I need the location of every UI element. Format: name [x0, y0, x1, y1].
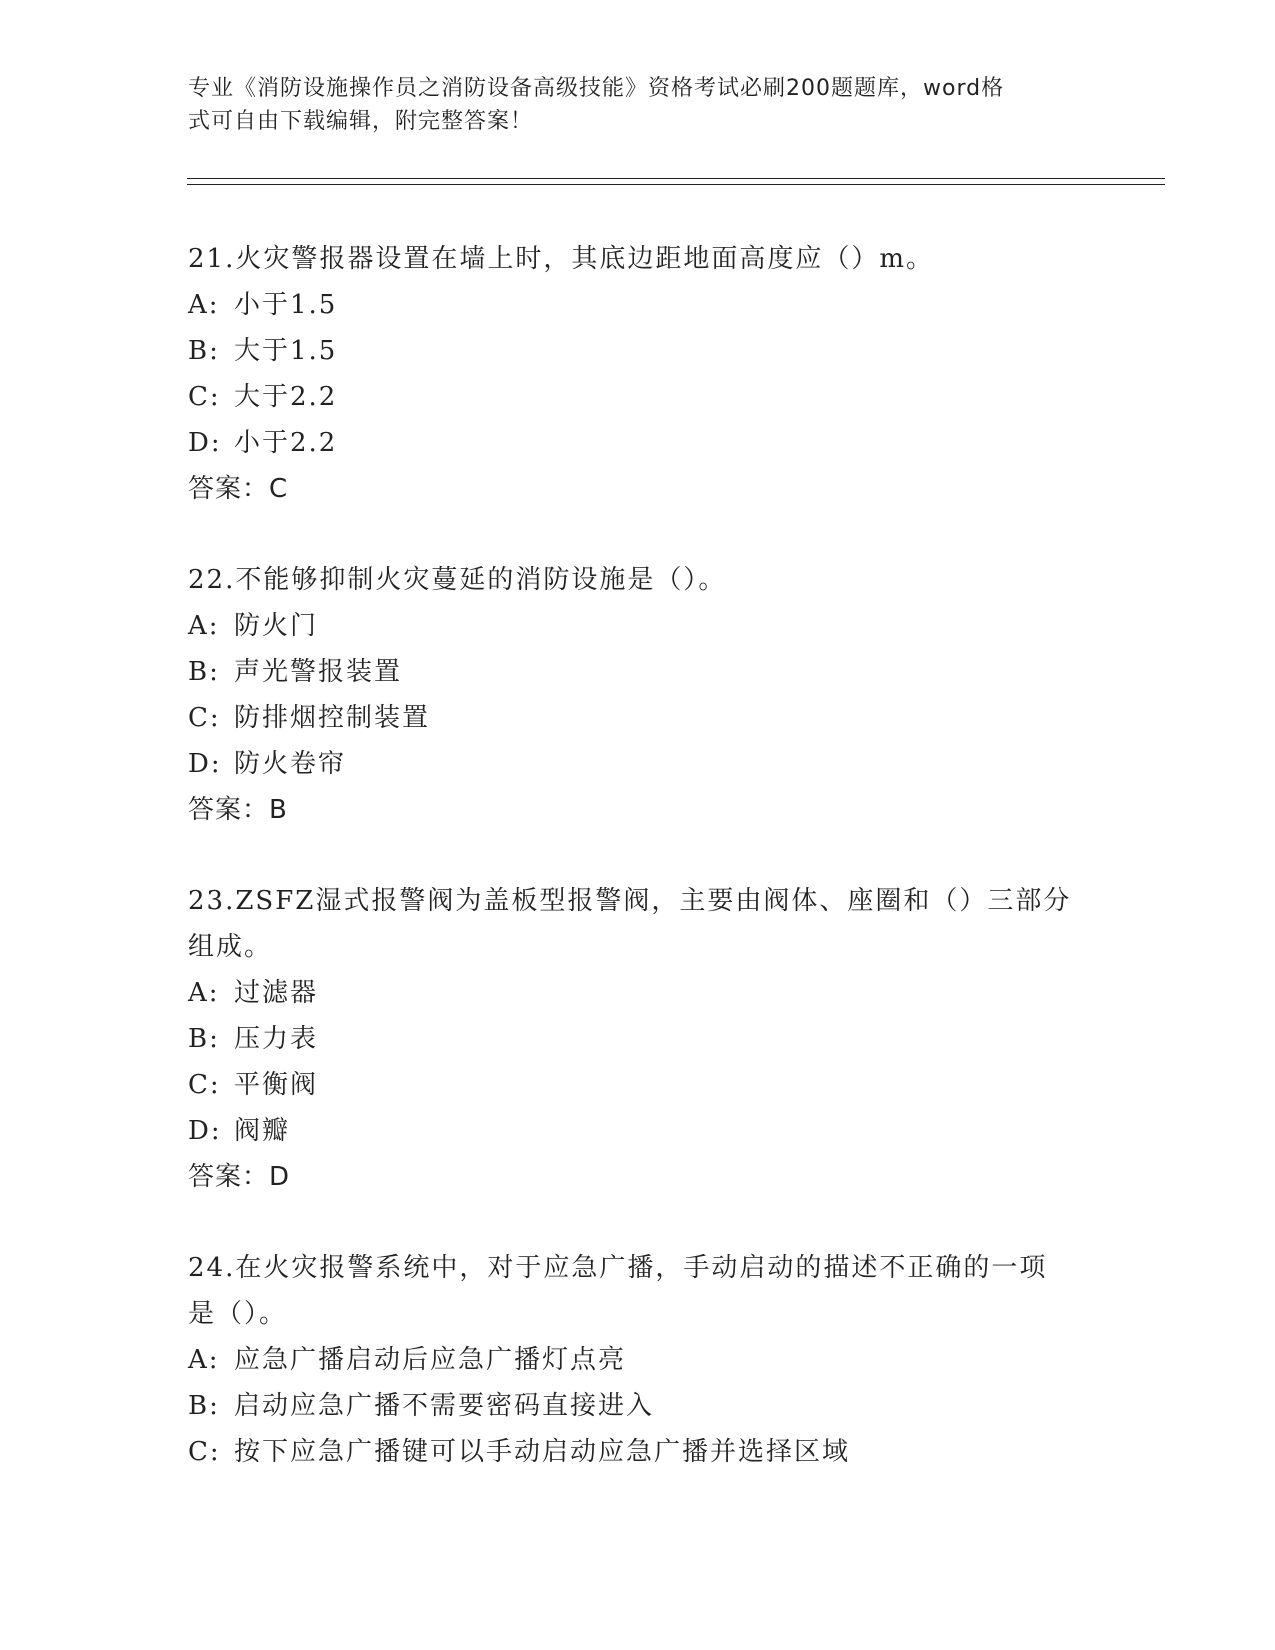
- option-key: C:: [188, 1437, 221, 1467]
- option-text: 防排烟控制装置: [234, 703, 431, 733]
- option-key: A:: [188, 1345, 220, 1375]
- option-b: [188, 1383, 1088, 1429]
- option-text: 大于1.5: [234, 336, 338, 366]
- option-a: [188, 282, 1088, 328]
- option-b: [188, 649, 1088, 695]
- question-stem: 22.不能够抑制火灾蔓延的消防设施是（）。: [188, 565, 727, 595]
- option-text: 按下应急广播键可以手动启动应急广播并选择区域: [234, 1437, 851, 1467]
- option-d: [188, 420, 1088, 466]
- option-key: B:: [188, 657, 220, 687]
- option-text: 压力表: [234, 1024, 319, 1054]
- option-key: B:: [188, 1391, 220, 1421]
- option-key: B:: [188, 1024, 220, 1054]
- option-key: D:: [188, 1116, 222, 1146]
- question-24: [188, 1245, 1088, 1475]
- header-divider-top: [187, 178, 1165, 179]
- option-key: A:: [188, 290, 220, 320]
- option-a: [188, 603, 1088, 649]
- answer-line: 答案：C: [188, 474, 289, 504]
- document-header: [188, 72, 1088, 138]
- option-d: [188, 1108, 1088, 1154]
- question-stem-line-1: 24.在火灾报警系统中，对于应急广播，手动启动的描述不正确的一项: [188, 1253, 1048, 1283]
- option-key: C:: [188, 703, 221, 733]
- header-divider-bottom: [187, 184, 1165, 185]
- option-text: 防火卷帘: [234, 749, 347, 779]
- option-key: C:: [188, 1070, 221, 1100]
- option-key: D:: [188, 749, 222, 779]
- answer-line: 答案：D: [188, 1162, 291, 1192]
- option-text: 阀瓣: [234, 1116, 291, 1146]
- option-c: [188, 374, 1088, 420]
- option-d: [188, 741, 1088, 787]
- question-22: [188, 557, 1088, 833]
- option-c: [188, 1429, 1088, 1475]
- option-a: [188, 1337, 1088, 1383]
- option-text: 平衡阀: [234, 1070, 319, 1100]
- option-text: 启动应急广播不需要密码直接进入: [234, 1391, 655, 1421]
- option-text: 小于2.2: [234, 428, 338, 458]
- option-text: 应急广播启动后应急广播灯点亮: [234, 1345, 627, 1375]
- option-c: [188, 695, 1088, 741]
- question-23: [188, 878, 1088, 1200]
- question-stem-line-2: 组成。: [188, 932, 273, 962]
- option-key: A:: [188, 611, 220, 641]
- option-c: [188, 1062, 1088, 1108]
- option-key: A:: [188, 978, 220, 1008]
- option-text: 声光警报装置: [234, 657, 403, 687]
- question-stem: 21.火灾警报器设置在墙上时，其底边距地面高度应（）m。: [188, 244, 935, 274]
- option-text: 过滤器: [234, 978, 319, 1008]
- header-line-1: 专业《消防设施操作员之消防设备高级技能》资格考试必刷200题题库，word格: [188, 76, 1005, 101]
- question-stem-line-2: 是（）。: [188, 1299, 288, 1329]
- question-21: [188, 236, 1088, 512]
- option-key: B:: [188, 336, 220, 366]
- option-text: 防火门: [234, 611, 319, 641]
- option-a: [188, 970, 1088, 1016]
- answer-line: 答案：B: [188, 795, 288, 825]
- option-b: [188, 1016, 1088, 1062]
- option-key: D:: [188, 428, 222, 458]
- option-b: [188, 328, 1088, 374]
- question-stem-line-1: 23.ZSFZ湿式报警阀为盖板型报警阀，主要由阀体、座圈和（）三部分: [188, 886, 1072, 916]
- option-key: C:: [188, 382, 221, 412]
- option-text: 小于1.5: [234, 290, 338, 320]
- option-text: 大于2.2: [234, 382, 338, 412]
- header-line-2: 式可自由下载编辑，附完整答案！: [188, 109, 534, 134]
